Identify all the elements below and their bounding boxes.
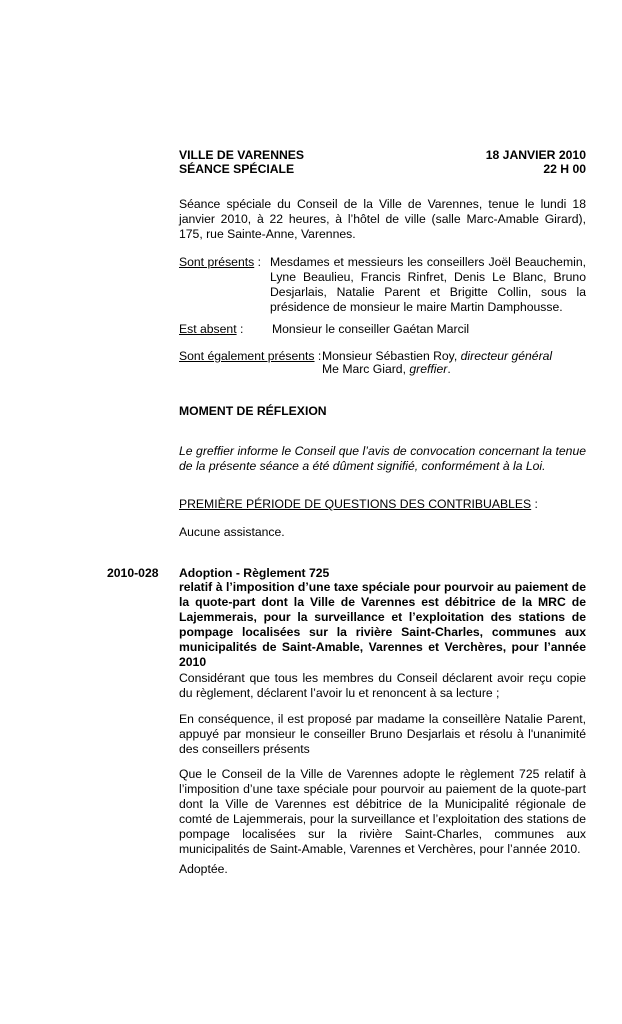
resolution-title: Adoption - Règlement 725: [179, 566, 330, 580]
also-present-line-2: [322, 362, 451, 377]
absent-label-group: [179, 322, 243, 337]
also-present-label: Sont également présents: [179, 349, 315, 363]
absent-text: Monsieur le conseiller Gaétan Marcil: [272, 322, 470, 336]
absent-label: Est absent: [179, 322, 237, 336]
present-label: Sont présents: [179, 255, 255, 269]
adopted-text: Adoptée.: [179, 862, 228, 876]
present-list: Mesdames et messieurs les conseillers Joël Beauchemin, Lyne Beaulieu, Francis Rinfret, Denis Le Blanc, Bruno Desjarlais, Natalie Parent et Brigitte Collin, sous la présidence de monsieur le maire Martin Damphousse.: [270, 255, 586, 314]
clerk-role: greffier: [409, 362, 448, 376]
resolution-subtitle: relatif à l’imposition d’une taxe spéciale pour pourvoir au paiement de la quote-part dont la Ville de Varennes est débitrice de la MRC de Lajemmerais, pour la surveillance et l’exploitation des stations de pompage localisées sur la rivière Saint-Charles, communes aux municipalités de Saint-Amable, Varennes et Verchères, pour l’année 2010: [179, 580, 586, 669]
resolution-number: 2010-028: [107, 566, 159, 580]
intro-paragraph: Séance spéciale du Conseil de la Ville de Varennes, tenue le lundi 18 janvier 2010, à 22 heures, à l’hôtel de ville (salle Marc-Amable Girard), 175, rue Sainte-Anne, Varennes.: [179, 197, 586, 241]
present-label-group: [179, 255, 261, 270]
clerk-name: Me Marc Giard,: [322, 362, 410, 376]
absent-sep: :: [236, 322, 244, 336]
resolution-para-3: Que le Conseil de la Ville de Varennes adopte le règlement 725 relatif à l’imposition d’une taxe spéciale pour pourvoir au paiement de la quote-part dont la Ville de Varennes est débitrice de la Municipalité régionale de comté de Lajemmerais, pour la surveillance et l’exploitation des stations de pompage localisées sur la rivière Saint-Charles, communes aux municipalités de Saint-Amable, Varennes et Verchères, pour l’année 2010.: [179, 767, 586, 856]
moment-heading: MOMENT DE RÉFLEXION: [179, 404, 327, 418]
header-session-type: SÉANCE SPÉCIALE: [179, 162, 295, 176]
convocation-paragraph: Le greffier informe le Conseil que l’avis de convocation concernant la tenue de la présente séance a été dûment signifié, conformément à la Loi.: [179, 444, 586, 473]
director-role: directeur général: [460, 349, 553, 363]
also-present-sep: :: [314, 349, 322, 363]
present-sep: :: [254, 255, 261, 269]
questions-text: Aucune assistance.: [179, 525, 285, 539]
header-city: VILLE DE VARENNES: [179, 148, 305, 162]
director-name: Monsieur Sébastien Roy,: [322, 349, 461, 363]
clerk-end: .: [447, 362, 451, 376]
header-time: 22 H 00: [543, 162, 586, 176]
questions-heading: PREMIÈRE PÉRIODE DE QUESTIONS DES CONTRIBUABLES: [179, 497, 532, 511]
header-date: 18 JANVIER 2010: [485, 148, 586, 162]
resolution-para-1: Considérant que tous les membres du Conseil déclarent avoir reçu copie du règlement, déclarent l’avoir lu et renoncent à sa lecture ;: [179, 671, 586, 700]
questions-sep: :: [531, 497, 538, 511]
questions-heading-group: [179, 497, 538, 512]
also-present-label-group: [179, 349, 321, 364]
resolution-para-2: En conséquence, il est proposé par madame la conseillère Natalie Parent, appuyé par monsieur le conseiller Bruno Desjarlais et résolu à l'unanimité des conseillers présents: [179, 712, 586, 756]
